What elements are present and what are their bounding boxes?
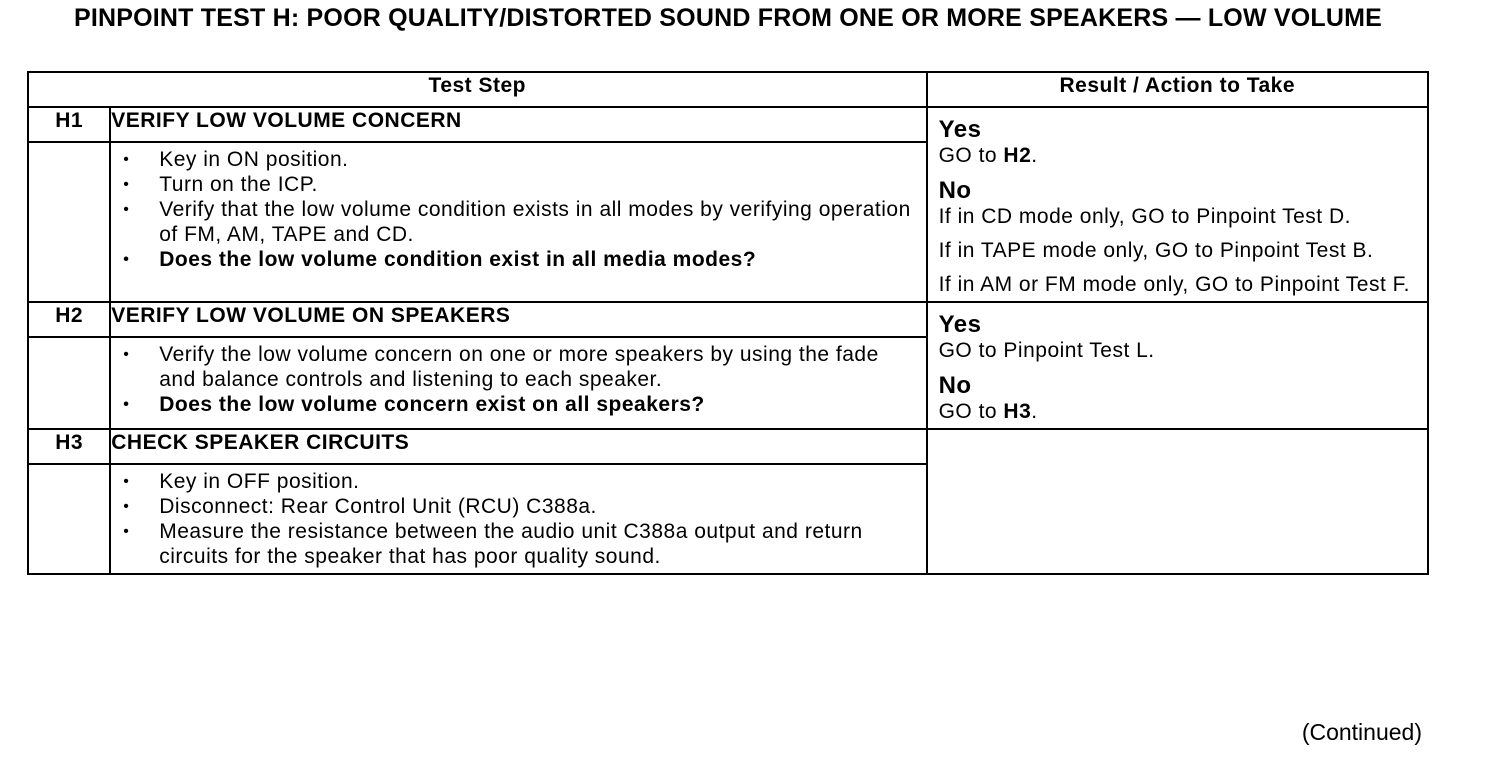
step-h3-results: [927, 429, 1428, 574]
step-title: CHECK SPEAKER CIRCUITS: [110, 429, 926, 464]
pinpoint-test-table: [27, 71, 1429, 575]
list-item: • Measure the resistance between the audio unit C388a output and return circuits for the speaker that has poor quality sound.: [159, 519, 917, 569]
step-h1-instructions: [110, 142, 926, 302]
step-id: H2: [28, 302, 110, 337]
step-h2-title-row: [28, 302, 1428, 337]
step-title: VERIFY LOW VOLUME ON SPEAKERS: [110, 302, 926, 337]
no-action: GO to H3.: [938, 400, 1038, 423]
yes-action: GO to Pinpoint Test L.: [938, 339, 1155, 362]
step-h3-instructions: [110, 464, 926, 574]
step-id: H3: [28, 429, 110, 464]
test-step-header: Test Step: [28, 72, 927, 107]
yes-label: Yes: [938, 116, 982, 143]
step-ref: H2: [1003, 144, 1032, 167]
step-h1-results: [927, 107, 1428, 302]
step-h3-title-row: [28, 429, 1428, 464]
list-item: • Key in OFF position.: [159, 469, 917, 494]
list-item: • Turn on the ICP.: [159, 172, 917, 197]
step-h2-results: [927, 302, 1428, 429]
table-header-row: [28, 72, 1428, 107]
step-id: H1: [28, 107, 110, 142]
yes-label: Yes: [938, 311, 982, 338]
no-action-am-fm: If in AM or FM mode only, GO to Pinpoint Test F.: [938, 273, 1410, 296]
step-ref: H3: [1003, 400, 1032, 423]
step-question: • Does the low volume condition exist in all media modes?: [159, 247, 917, 272]
no-label: No: [938, 177, 972, 204]
result-action-header: Result / Action to Take: [927, 72, 1428, 107]
list-item: • Key in ON position.: [159, 147, 917, 172]
list-item: • Disconnect: Rear Control Unit (RCU) C388a.: [159, 494, 917, 519]
step-h2-instructions: [110, 337, 926, 429]
no-action-tape: If in TAPE mode only, GO to Pinpoint Test B.: [938, 239, 1374, 262]
continued-note: (Continued): [1301, 719, 1422, 745]
step-h1-title-row: [28, 107, 1428, 142]
list-item: • Verify that the low volume condition exists in all modes by verifying operation of FM, AM, TAPE and CD.: [159, 197, 917, 247]
page-title: PINPOINT TEST H: POOR QUALITY/DISTORTED SOUND FROM ONE OR MORE SPEAKERS — LOW VOLUME: [73, 4, 1383, 32]
yes-action: GO to H2.: [938, 144, 1038, 167]
no-action-cd: If in CD mode only, GO to Pinpoint Test D.: [938, 205, 1351, 228]
step-question: • Does the low volume concern exist on all speakers?: [159, 392, 917, 417]
list-item: • Verify the low volume concern on one or more speakers by using the fade and balance controls and listening to each speaker.: [159, 342, 917, 392]
step-title: VERIFY LOW VOLUME CONCERN: [110, 107, 926, 142]
no-label: No: [938, 372, 972, 399]
